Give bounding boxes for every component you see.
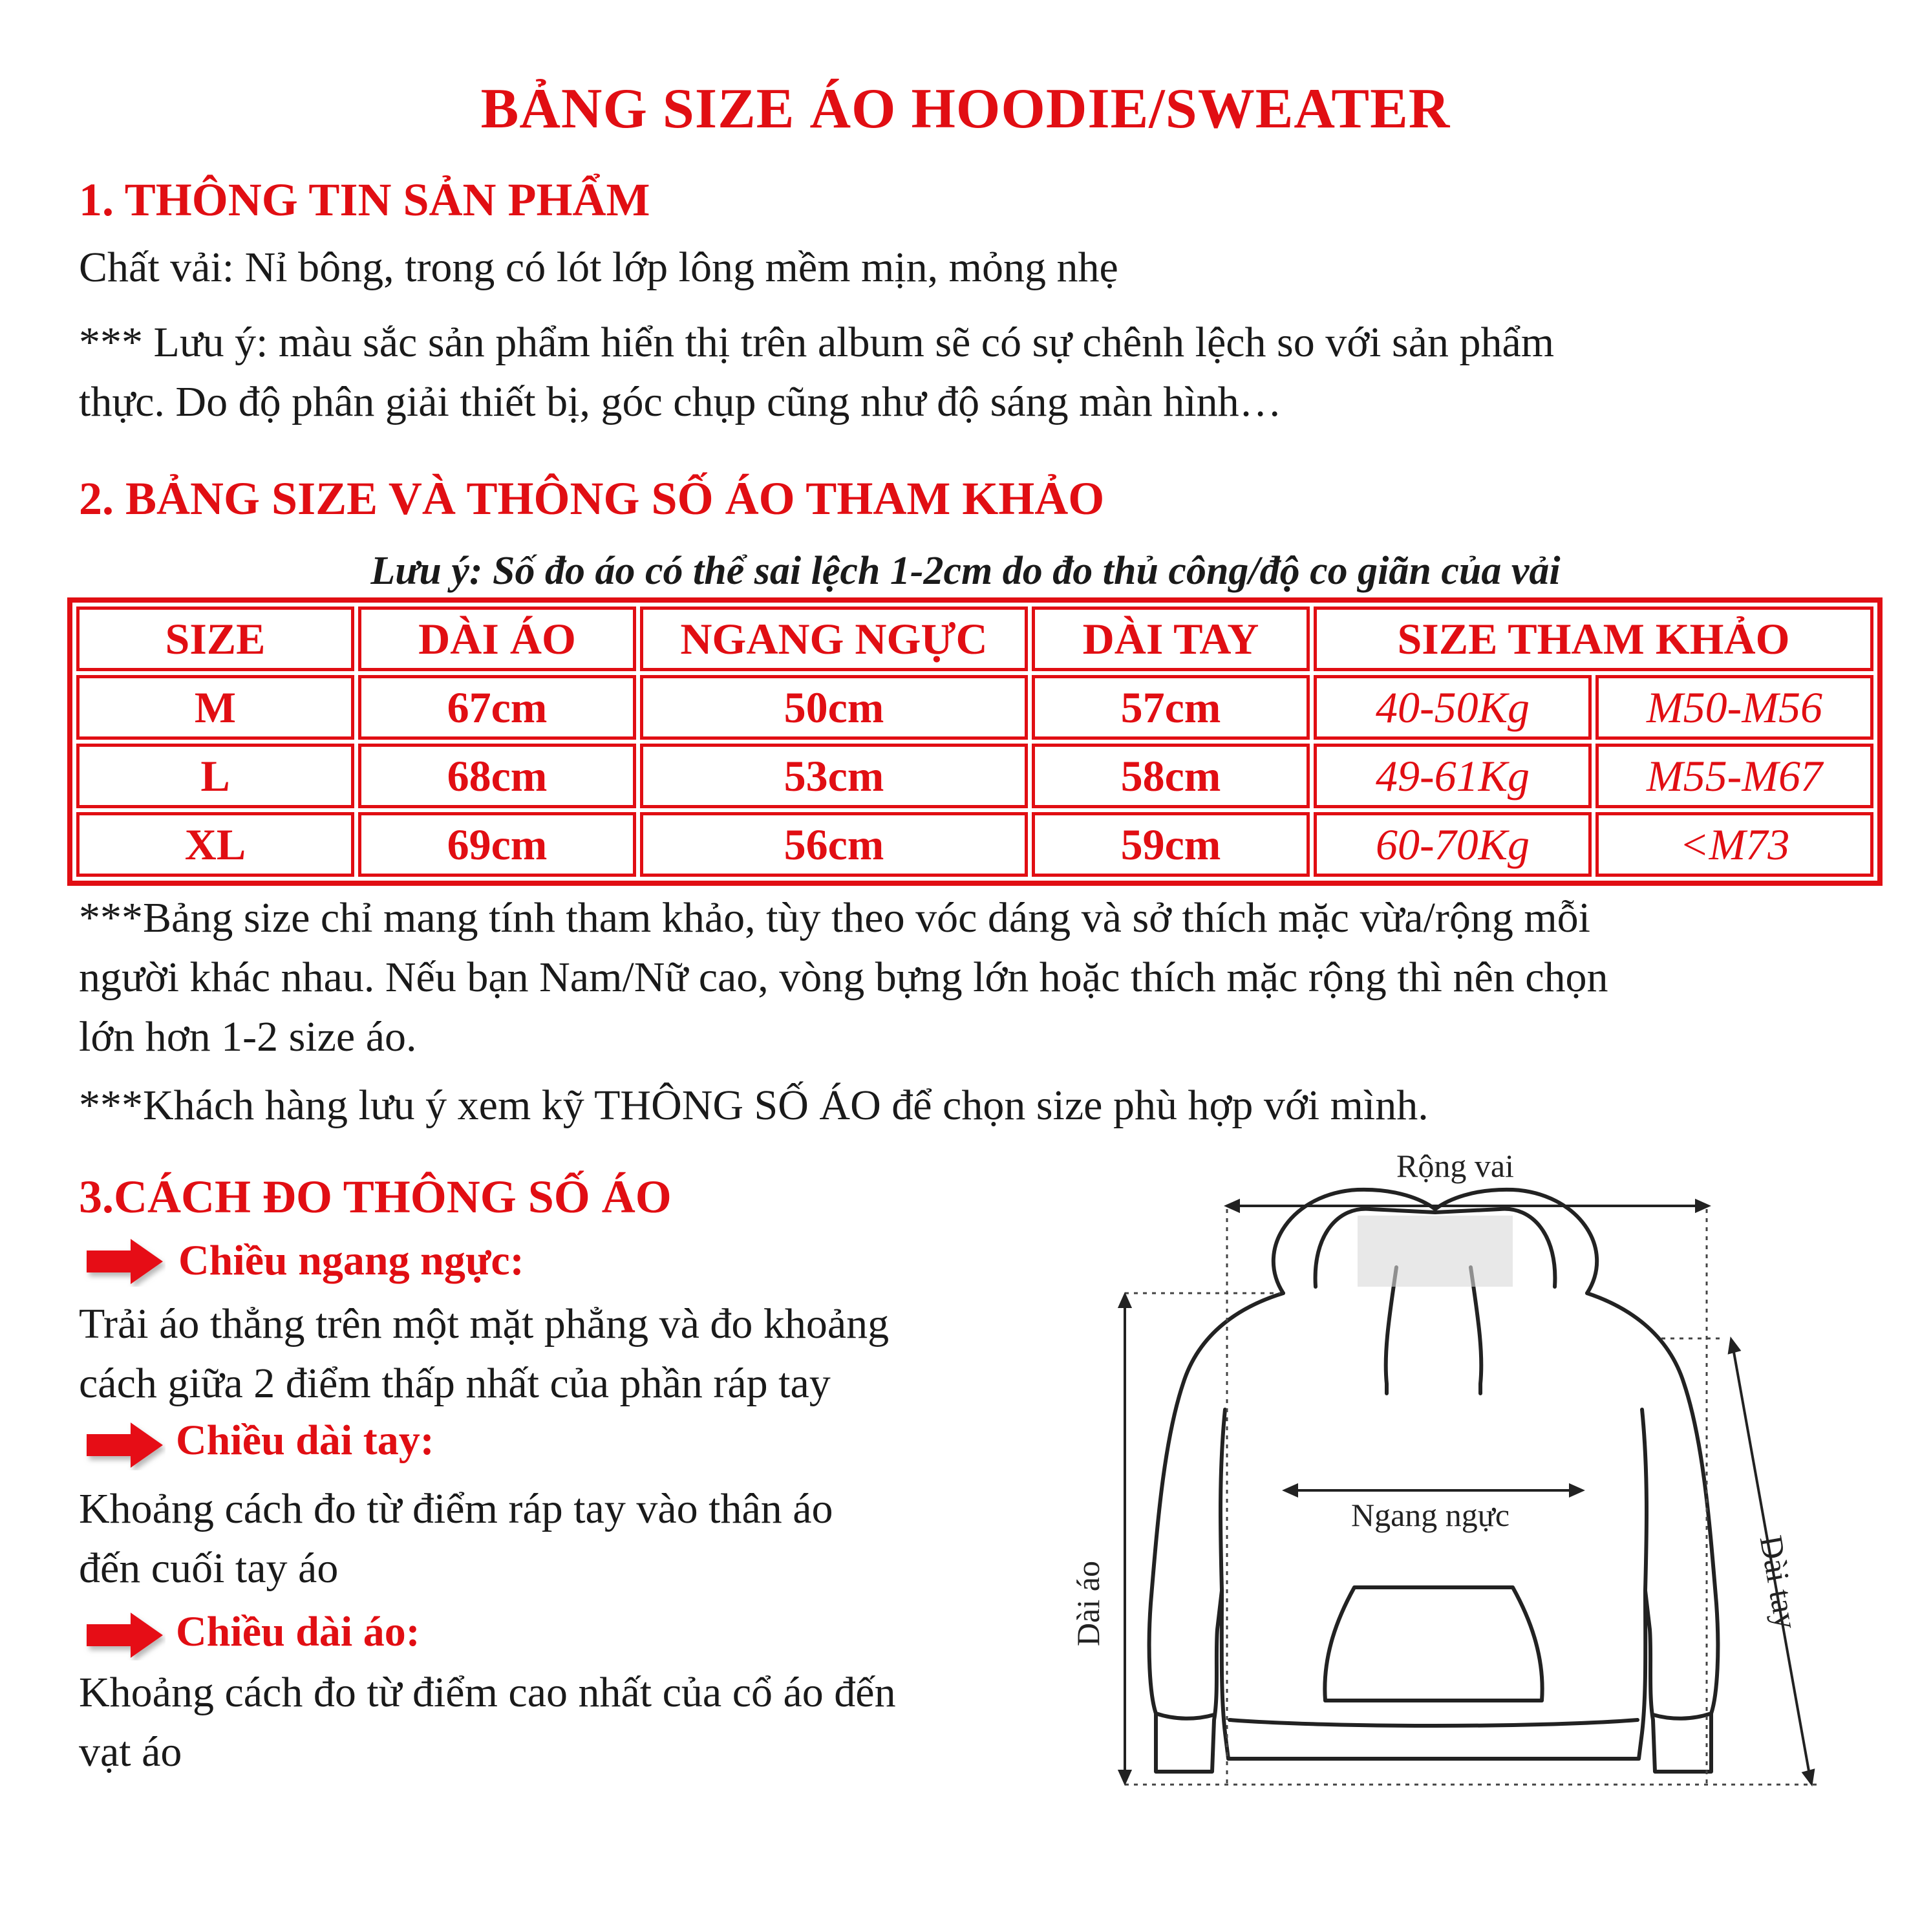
sleeve-method-line2: đến cuối tay áo [79, 1545, 339, 1592]
section2-heading: 2. BẢNG SIZE VÀ THÔNG SỐ ÁO THAM KHẢO [79, 473, 1105, 524]
cell-weight: 60-70Kg [1314, 812, 1592, 877]
length-method-line1: Khoảng cách đo từ điểm cao nhất của cổ áo đến [79, 1669, 896, 1716]
footnote1-line1: ***Bảng size chỉ mang tính tham khảo, tùy theo vóc dáng và sở thích mặc vừa/rộng mỗi [79, 894, 1591, 941]
chest-width-label: Ngang ngực [1351, 1497, 1510, 1533]
color-note-line1: *** Lưu ý: màu sắc sản phẩm hiển thị trên album sẽ có sự chênh lệch so với sản phẩm [79, 319, 1555, 366]
red-arrow-icon [83, 1236, 165, 1287]
cell-ref: <M73 [1595, 812, 1873, 877]
color-note-line2: thực. Do độ phân giải thiết bị, góc chụp cũng như độ sáng màn hình… [79, 378, 1282, 425]
cell-size: L [76, 744, 354, 808]
section1-heading: 1. THÔNG TIN SẢN PHẨM [79, 174, 650, 226]
header-sleeve: DÀI TAY [1032, 606, 1310, 671]
cell-ref: M50-M56 [1595, 675, 1873, 740]
cell-chest: 50cm [640, 675, 1028, 740]
section3-heading: 3.CÁCH ĐO THÔNG SỐ ÁO [79, 1171, 672, 1223]
table-row [76, 675, 1873, 740]
length-method-line2: vạt áo [79, 1728, 182, 1776]
body-length-label: Dài áo [1070, 1561, 1106, 1646]
table-header-row [76, 606, 1873, 671]
cell-size: XL [76, 812, 354, 877]
footnote2: ***Khách hàng lưu ý xem kỹ THÔNG SỐ ÁO để chọn size phù hợp với mình. [79, 1082, 1429, 1129]
table-note: Lưu ý: Số đo áo có thể sai lệch 1-2cm do đo thủ công/độ co giãn của vải [370, 549, 1561, 593]
cell-chest: 56cm [640, 812, 1028, 877]
cell-ref: M55-M67 [1595, 744, 1873, 808]
pocket-outline [1325, 1587, 1542, 1701]
sleeve-length-label: Dài tay [1753, 1532, 1805, 1632]
page-title: BẢNG SIZE ÁO HOODIE/SWEATER [480, 78, 1451, 140]
header-chest: NGANG NGỰC [640, 606, 1028, 671]
hoodie-diagram [1060, 1138, 1836, 1810]
cell-sleeve: 59cm [1032, 812, 1310, 877]
cell-weight: 40-50Kg [1314, 675, 1592, 740]
cell-weight: 49-61Kg [1314, 744, 1592, 808]
cell-sleeve: 58cm [1032, 744, 1310, 808]
shoulder-width-label: Rộng vai [1396, 1148, 1514, 1184]
size-table [67, 597, 1883, 886]
red-arrow-icon [83, 1610, 165, 1660]
sleeve-method-title: Chiều dài tay: [176, 1417, 434, 1464]
footnote1-line3: lớn hơn 1-2 size áo. [79, 1013, 417, 1060]
header-reference: SIZE THAM KHẢO [1314, 606, 1873, 671]
header-size: SIZE [76, 606, 354, 671]
chest-method-line2: cách giữa 2 điểm thấp nhất của phần ráp tay [79, 1360, 831, 1407]
cell-chest: 53cm [640, 744, 1028, 808]
cell-length: 67cm [358, 675, 636, 740]
red-arrow-icon [83, 1420, 165, 1470]
cell-sleeve: 57cm [1032, 675, 1310, 740]
material-text: Chất vải: Nỉ bông, trong có lót lớp lông mềm mịn, mỏng nhẹ [79, 244, 1118, 291]
table-row [76, 812, 1873, 877]
table-row [76, 744, 1873, 808]
sleeve-method-line1: Khoảng cách đo từ điểm ráp tay vào thân áo [79, 1485, 833, 1532]
cell-length: 69cm [358, 812, 636, 877]
chest-method-line1: Trải áo thẳng trên một mặt phẳng và đo khoảng [79, 1300, 890, 1347]
footnote1-line2: người khác nhau. Nếu bạn Nam/Nữ cao, vòng bựng lớn hoặc thích mặc rộng thì nên chọn [79, 954, 1608, 1001]
header-length: DÀI ÁO [358, 606, 636, 671]
length-method-title: Chiều dài áo: [176, 1608, 420, 1655]
cell-length: 68cm [358, 744, 636, 808]
chest-method-title: Chiều ngang ngực: [178, 1237, 524, 1284]
cell-size: M [76, 675, 354, 740]
